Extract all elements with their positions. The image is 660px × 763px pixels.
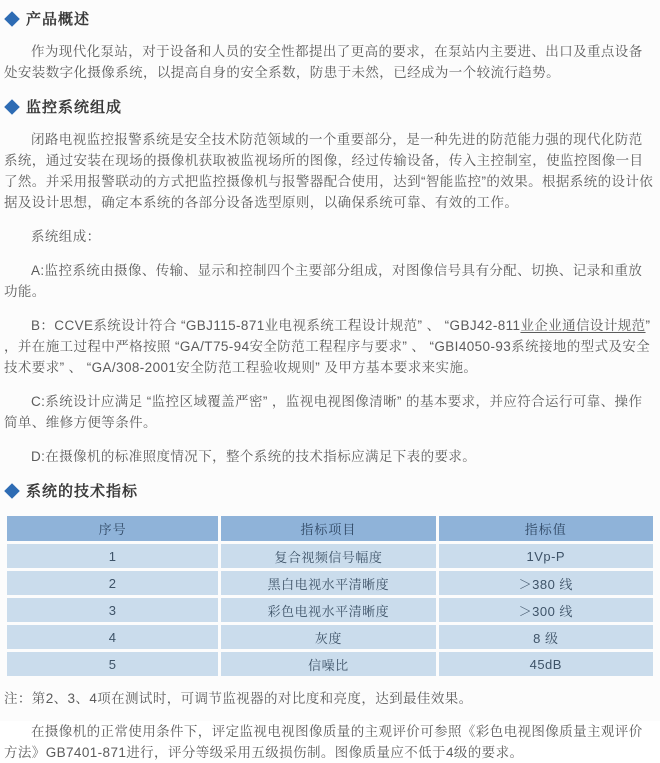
cell-item: 彩色电视水平清晰度 [221, 598, 435, 622]
table-row [7, 625, 653, 649]
paragraph-item-a: A:监控系统由摄像、传输、显示和控制四个主要部分组成，对图像信号具有分配、切换、记录和重放功能。 [4, 263, 643, 299]
section-heading-composition [4, 96, 656, 117]
column-header-number: 序号 [7, 516, 218, 541]
item-b-underlined-standard: 业企业通信设计规范 [520, 318, 646, 333]
column-header-value: 指标值 [439, 516, 653, 541]
cell-value: ＞380 线 [439, 571, 653, 595]
cell-item: 灰度 [221, 625, 435, 649]
paragraph-item-d: D:在摄像机的标准照度情况下，整个系统的技术指标应满足下表的要求。 [31, 449, 477, 464]
table-row [7, 571, 653, 595]
section-heading-overview [4, 8, 656, 29]
paragraph-item-b [4, 315, 656, 378]
cell-value: 1Vp-P [439, 544, 653, 568]
cell-number: 5 [7, 652, 218, 676]
paragraph-closing: 在摄像机的正常使用条件下，评定监视电视图像质量的主观评价可参照《彩色电视图像质量主观评价方法》GB7401-871进行，评分等级采用五级损伤制。图像质量应不低于4级的要求。 [4, 724, 643, 760]
section-heading-specs [4, 480, 656, 501]
item-b-text: ” ，并在施工过程中严格按照 “GA/T75-94安全防范工程程序与要求” 、 “GBI4050-93系统接地的型式及安全技术要求” 、 “GA/308-2001安全防范工程验收规则” 及甲方基本要求来实施。 [4, 318, 651, 375]
diamond-icon [4, 99, 20, 115]
diamond-icon [4, 11, 20, 27]
cell-item: 复合视频信号幅度 [221, 544, 435, 568]
column-header-item: 指标项目 [221, 516, 435, 541]
cell-value: ＞300 线 [439, 598, 653, 622]
cell-value: 45dB [439, 652, 653, 676]
cell-number: 2 [7, 571, 218, 595]
cell-item: 信噪比 [221, 652, 435, 676]
cell-item: 黑白电视水平清晰度 [221, 571, 435, 595]
paragraph-note: 注：第2、3、4项在测试时，可调节监视器的对比度和亮度，达到最佳效果。 [4, 691, 473, 706]
cell-number: 4 [7, 625, 218, 649]
section-title: 产品概述 [26, 11, 91, 28]
paragraph-overview: 作为现代化泵站，对于设备和人员的安全性都提出了更高的要求，在泵站内主要进、出口及重点设备处安装数字化摄像系统，以提高自身的安全系数，防患于未然，已经成为一个较流行趋势。 [4, 44, 643, 80]
table-row [7, 598, 653, 622]
item-b-text: B：CCVE系统设计符合 “GBJ115-871业电视系统工程设计规范” 、 “GBJ42-811 [31, 318, 521, 333]
diamond-icon [4, 483, 20, 499]
table-row [7, 544, 653, 568]
section-title: 监控系统组成 [26, 99, 123, 116]
paragraph-item-c: C:系统设计应满足 “监控区域覆盖严密” ，监视电视图像清晰” 的基本要求，并应符合运行可靠、操作简单、维修方便等条件。 [4, 394, 643, 430]
cell-number: 3 [7, 598, 218, 622]
section-title: 系统的技术指标 [26, 483, 139, 500]
paragraph-composition-label: 系统组成： [31, 229, 101, 244]
table-row [7, 652, 653, 676]
cell-number: 1 [7, 544, 218, 568]
spec-table-header-row [7, 516, 653, 541]
paragraph-intro: 闭路电视监控报警系统是安全技术防范领域的一个重要部分，是一种先进的防范能力强的现代化防范系统，通过安装在现场的摄像机获取被监视场所的图像，经过传输设备，传入主控制室，使监控图像一目了然。并采用报警联动的方式把监控摄像机与报警器配合使用，达到“智能监控”的效果。根据系统的设计依据及设计思想，确定本系统的各部分设备选型原则，以确保系统可靠、有效的工作。 [4, 132, 654, 210]
spec-table [4, 513, 656, 679]
cell-value: 8 级 [439, 625, 653, 649]
